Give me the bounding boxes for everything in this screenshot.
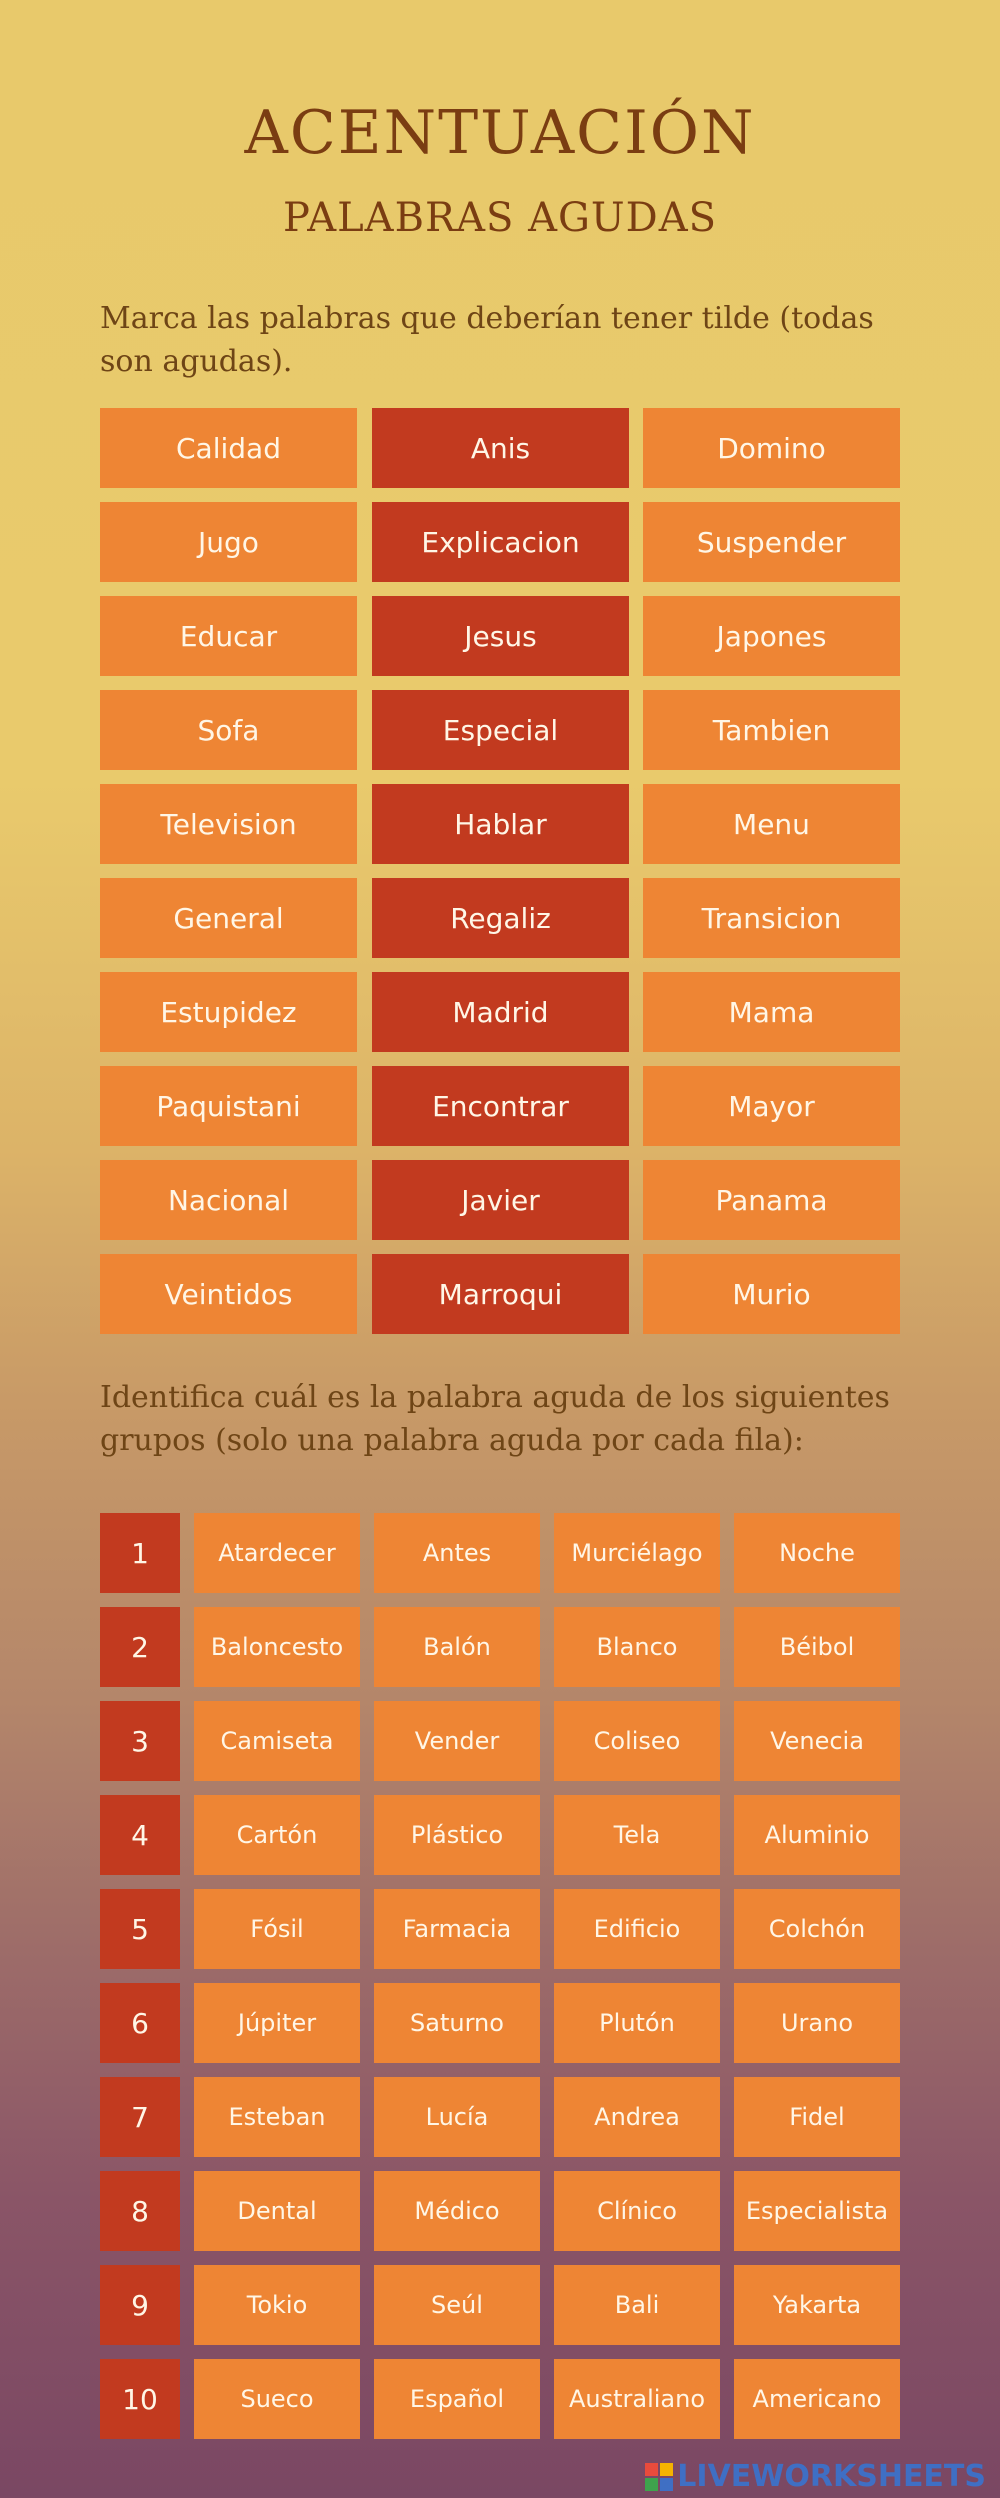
word-cell[interactable]: Marroqui (372, 1254, 629, 1334)
word-cell[interactable]: Explicacion (372, 502, 629, 582)
instruction-section-1: Marca las palabras que deberían tener tilde (todas son agudas). (100, 301, 874, 379)
word-cell[interactable]: Especial (372, 690, 629, 770)
word-option[interactable]: Baloncesto (194, 1607, 360, 1687)
row-number: 3 (100, 1701, 180, 1781)
word-option[interactable]: Camiseta (194, 1701, 360, 1781)
row-number: 4 (100, 1795, 180, 1875)
word-option[interactable]: Sueco (194, 2359, 360, 2439)
word-cell[interactable]: Panama (643, 1160, 900, 1240)
word-cell[interactable]: Regaliz (372, 878, 629, 958)
word-option[interactable]: Andrea (554, 2077, 720, 2157)
word-option[interactable]: Saturno (374, 1983, 540, 2063)
word-option[interactable]: Blanco (554, 1607, 720, 1687)
word-option[interactable]: Dental (194, 2171, 360, 2251)
word-cell[interactable]: Sofa (100, 690, 357, 770)
word-cell[interactable]: Veintidos (100, 1254, 357, 1334)
word-option[interactable]: Español (374, 2359, 540, 2439)
word-option[interactable]: Aluminio (734, 1795, 900, 1875)
word-option[interactable]: Plutón (554, 1983, 720, 2063)
word-option[interactable]: Urano (734, 1983, 900, 2063)
word-option[interactable]: Farmacia (374, 1889, 540, 1969)
word-cell[interactable]: Japones (643, 596, 900, 676)
row-number: 5 (100, 1889, 180, 1969)
word-cell[interactable]: Suspender (643, 502, 900, 582)
word-option[interactable]: Tela (554, 1795, 720, 1875)
word-option[interactable]: Noche (734, 1513, 900, 1593)
word-cell[interactable]: Tambien (643, 690, 900, 770)
word-cell[interactable]: Jugo (100, 502, 357, 582)
word-cell[interactable]: Nacional (100, 1160, 357, 1240)
liveworksheets-watermark (645, 2459, 986, 2494)
word-option[interactable]: Lucía (374, 2077, 540, 2157)
page-subtitle: PALABRAS AGUDAS (282, 195, 717, 241)
word-option[interactable]: Coliseo (554, 1701, 720, 1781)
word-option[interactable]: Yakarta (734, 2265, 900, 2345)
word-option[interactable]: Venecia (734, 1701, 900, 1781)
word-option[interactable]: Tokio (194, 2265, 360, 2345)
row-number: 9 (100, 2265, 180, 2345)
word-option[interactable]: Júpiter (194, 1983, 360, 2063)
liveworksheets-logo-icon (645, 2463, 673, 2491)
word-cell[interactable]: Educar (100, 596, 357, 676)
word-cell[interactable]: Encontrar (372, 1066, 629, 1146)
word-option[interactable]: Plástico (374, 1795, 540, 1875)
word-option[interactable]: Colchón (734, 1889, 900, 1969)
word-cell[interactable]: Estupidez (100, 972, 357, 1052)
row-number: 8 (100, 2171, 180, 2251)
word-option[interactable]: Atardecer (194, 1513, 360, 1593)
word-option[interactable]: Americano (734, 2359, 900, 2439)
word-cell[interactable]: Television (100, 784, 357, 864)
word-option[interactable]: Fósil (194, 1889, 360, 1969)
word-option[interactable]: Bali (554, 2265, 720, 2345)
word-option[interactable]: Clínico (554, 2171, 720, 2251)
word-cell[interactable]: Transicion (643, 878, 900, 958)
word-option[interactable]: Béibol (734, 1607, 900, 1687)
row-number: 1 (100, 1513, 180, 1593)
row-number: 6 (100, 1983, 180, 2063)
word-cell[interactable]: Hablar (372, 784, 629, 864)
word-cell[interactable]: Domino (643, 408, 900, 488)
word-cell[interactable]: Murio (643, 1254, 900, 1334)
word-option[interactable]: Esteban (194, 2077, 360, 2157)
word-cell[interactable]: Madrid (372, 972, 629, 1052)
word-cell[interactable]: Anis (372, 408, 629, 488)
word-cell[interactable]: Calidad (100, 408, 357, 488)
page-title: ACENTUACIÓN (244, 98, 756, 168)
word-option[interactable]: Médico (374, 2171, 540, 2251)
word-option[interactable]: Vender (374, 1701, 540, 1781)
word-cell[interactable]: Paquistani (100, 1066, 357, 1146)
word-option[interactable]: Edificio (554, 1889, 720, 1969)
word-option[interactable]: Cartón (194, 1795, 360, 1875)
row-number: 2 (100, 1607, 180, 1687)
watermark-text: LIVEWORKSHEETS (677, 2459, 986, 2494)
row-number: 7 (100, 2077, 180, 2157)
word-option[interactable]: Especialista (734, 2171, 900, 2251)
word-option[interactable]: Seúl (374, 2265, 540, 2345)
word-option[interactable]: Australiano (554, 2359, 720, 2439)
row-number: 10 (100, 2359, 180, 2439)
instruction-section-2: Identifica cuál es la palabra aguda de los siguientes grupos (solo una palabra aguda por cada fila): (100, 1380, 890, 1458)
word-option[interactable]: Fidel (734, 2077, 900, 2157)
word-cell[interactable]: Mayor (643, 1066, 900, 1146)
word-cell[interactable]: Jesus (372, 596, 629, 676)
word-option[interactable]: Murciélago (554, 1513, 720, 1593)
word-option[interactable]: Antes (374, 1513, 540, 1593)
word-cell[interactable]: General (100, 878, 357, 958)
word-cell[interactable]: Javier (372, 1160, 629, 1240)
word-cell[interactable]: Mama (643, 972, 900, 1052)
word-cell[interactable]: Menu (643, 784, 900, 864)
word-option[interactable]: Balón (374, 1607, 540, 1687)
